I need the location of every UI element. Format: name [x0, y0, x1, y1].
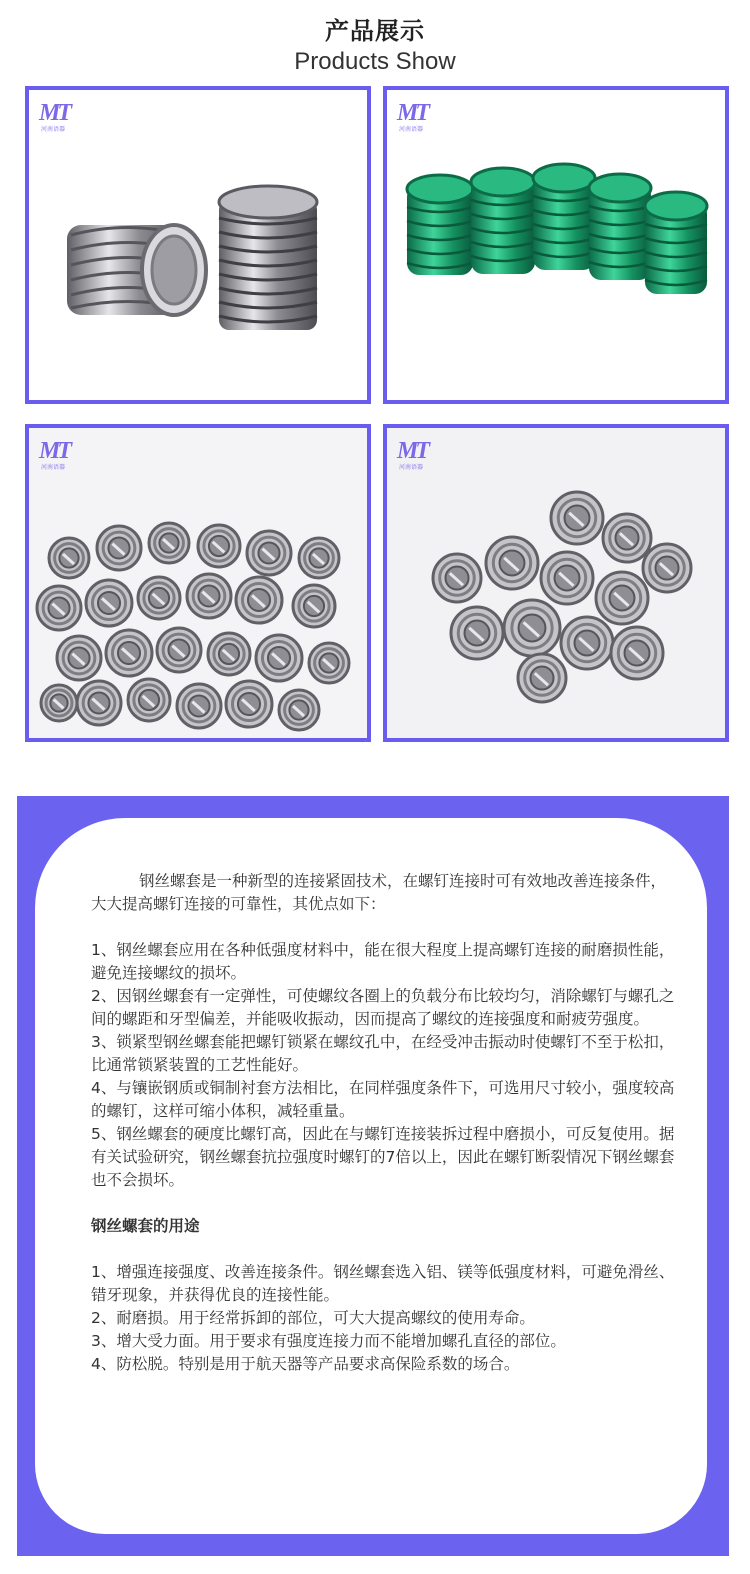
- insert-right: [219, 186, 317, 330]
- description-text: [91, 870, 681, 1376]
- logo-subtext: 河南语器: [41, 464, 66, 471]
- brand-logo: [397, 100, 443, 136]
- insert-ring: [57, 636, 101, 680]
- insert-ring: [187, 574, 231, 618]
- use-item: 4、防松脱。特别是用于航天器等产品要求高保险系数的场合。: [91, 1355, 520, 1373]
- insert-ring: [37, 586, 81, 630]
- logo-subtext: 河南语器: [41, 126, 66, 133]
- insert-ring: [299, 538, 339, 578]
- use-item: 2、耐磨损。用于经常拆卸的部位，可大大提高螺纹的使用寿命。: [91, 1309, 535, 1327]
- advantage-item: 3、锁紧型钢丝螺套能把螺钉锁紧在螺纹孔中，在经受冲击振动时使螺钉不至于松扣，比通常锁紧装置的工艺性能好。: [91, 1033, 675, 1074]
- logo-subtext: 河南语器: [399, 464, 424, 471]
- silver-pile-illustration: [29, 428, 367, 738]
- insert-ring: [643, 544, 691, 592]
- insert-ring: [309, 643, 349, 683]
- insert-ring: [611, 627, 663, 679]
- insert-ring: [177, 684, 221, 728]
- logo-mark: MT: [39, 438, 69, 464]
- silver-cluster-illustration: [387, 428, 725, 738]
- insert-ring: [236, 577, 282, 623]
- brand-logo: [397, 438, 443, 474]
- product-photo-silver-pair: [25, 86, 371, 404]
- logo-subtext: 河南语器: [399, 126, 424, 133]
- insert-ring: [128, 679, 170, 721]
- insert-ring: [41, 685, 77, 721]
- insert-left: [67, 225, 206, 315]
- brand-logo: [39, 100, 85, 136]
- uses-heading: 钢丝螺套的用途: [91, 1217, 200, 1235]
- insert-ring: [49, 538, 89, 578]
- advantage-item: 5、钢丝螺套的硬度比螺钉高，因此在与螺钉连接装拆过程中磨损小，可反复使用。据有关试验研究，钢丝螺套抗拉强度时螺钉的7倍以上，因此在螺钉断裂情况下钢丝螺套也不会损坏。: [91, 1125, 675, 1189]
- description-panel: [17, 796, 729, 1556]
- advantage-item: 1、钢丝螺套应用在各种低强度材料中，能在很大程度上提高螺钉连接的耐磨损性能，避免连接螺纹的损坏。: [91, 941, 675, 982]
- insert-ring: [77, 681, 121, 725]
- insert-ring: [518, 654, 566, 702]
- insert-ring: [106, 630, 152, 676]
- insert-ring: [247, 531, 291, 575]
- description-card: [35, 818, 707, 1534]
- insert-ring: [157, 628, 201, 672]
- insert-ring: [256, 635, 302, 681]
- advantage-item: 2、因钢丝螺套有一定弹性，可使螺纹各圈上的负载分布比较均匀，消除螺钉与螺孔之间的螺距和牙型偏差，并能吸收振动，因而提高了螺纹的连接强度和耐疲劳强度。: [91, 987, 675, 1028]
- insert-ring: [86, 580, 132, 626]
- product-photo-green-row: [383, 86, 729, 404]
- insert-ring: [541, 552, 593, 604]
- green-inserts-illustration: [387, 90, 725, 400]
- insert-ring: [551, 492, 603, 544]
- insert-ring: [208, 633, 250, 675]
- insert-ring: [596, 572, 648, 624]
- insert-ring: [603, 514, 651, 562]
- product-photo-silver-cluster: [383, 424, 729, 742]
- logo-mark: MT: [39, 100, 69, 126]
- insert-ring: [138, 577, 180, 619]
- insert-ring: [293, 585, 335, 627]
- use-item: 1、增强连接强度、改善连接条件。钢丝螺套选入铝、镁等低强度材料，可避免滑丝、错牙现象，并获得优良的连接性能。: [91, 1263, 675, 1304]
- logo-mark: MT: [397, 438, 427, 464]
- insert-ring: [198, 525, 240, 567]
- logo-mark: MT: [397, 100, 427, 126]
- insert-ring: [451, 607, 503, 659]
- page-title: 产品展示: [325, 17, 425, 45]
- use-item: 3、增大受力面。用于要求有强度连接力而不能增加螺孔直径的部位。: [91, 1332, 566, 1350]
- insert-ring: [561, 617, 613, 669]
- product-photo-silver-pile: [25, 424, 371, 742]
- insert-ring: [504, 600, 560, 656]
- insert-ring: [149, 523, 189, 563]
- insert-ring: [486, 537, 538, 589]
- page-subtitle: Products Show: [294, 48, 456, 75]
- advantage-item: 4、与镶嵌钢质或铜制衬套方法相比，在同样强度条件下，可选用尺寸较小，强度较高的螺钉，这样可缩小体积，减轻重量。: [91, 1079, 675, 1120]
- insert-ring: [433, 554, 481, 602]
- insert-ring: [97, 526, 141, 570]
- green-insert-group: [407, 164, 707, 294]
- insert-ring: [279, 690, 319, 730]
- insert-ring: [226, 681, 272, 727]
- section-header: [0, 14, 750, 76]
- silver-inserts-illustration: [29, 90, 367, 400]
- brand-logo: [39, 438, 85, 474]
- intro-paragraph: 钢丝螺套是一种新型的连接紧固技术，在螺钉连接时可有效地改善连接条件，大大提高螺钉连接的可靠性，其优点如下：: [91, 872, 667, 913]
